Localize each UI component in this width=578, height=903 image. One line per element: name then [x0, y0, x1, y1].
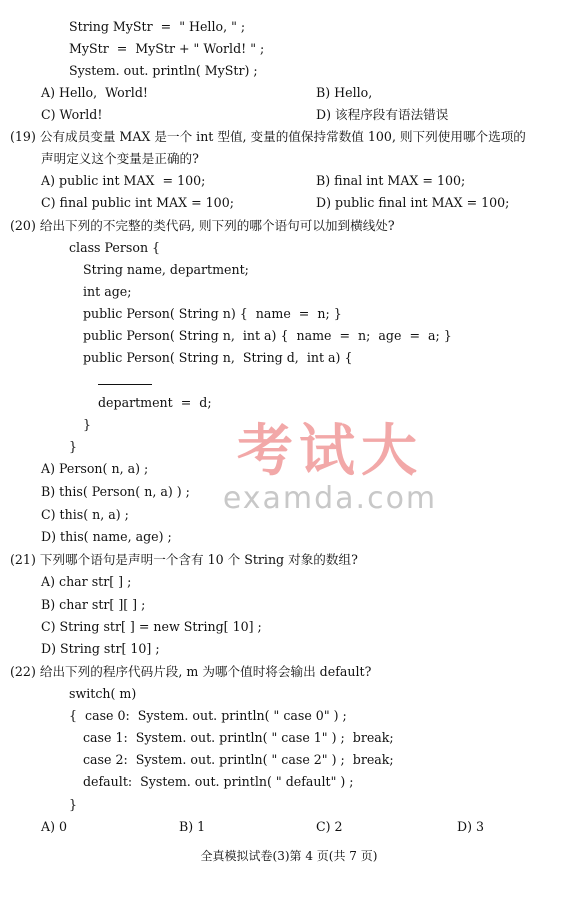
page-footer: 全真模拟试卷(3)第 4 页(共 7 页) [200, 849, 378, 863]
code-line: public Person( String n) { name = n; } [83, 306, 342, 321]
code-line: System. out. println( MyStr) ; [69, 63, 258, 78]
code-line: public Person( String n, String d, int a) { [83, 350, 353, 365]
option-b: B) char str[ ][ ] ; [41, 597, 146, 612]
question-22: (22) 给出下列的程序代码片段, m 为哪个值时将会输出 default? [10, 664, 372, 679]
code-line: case 2: System. out. println( " case 2" ) ; break; [83, 752, 394, 767]
option-c: C) 2 [316, 819, 343, 834]
option-b: B) 1 [179, 819, 206, 834]
code-line: case 1: System. out. println( " case 1" ) ; break; [83, 730, 394, 745]
code-line: { case 0: System. out. println( " case 0" ) ; [69, 708, 347, 723]
watermark-brand: 考试大 [237, 419, 423, 484]
code-line: MyStr = MyStr + " World! " ; [69, 41, 265, 56]
watermark-url: examda.com [222, 481, 438, 516]
option-c: C) this( n, a) ; [41, 507, 129, 522]
option-d: D) String str[ 10] ; [41, 641, 160, 656]
code-line: public Person( String n, int a) { name = n; age = a; } [83, 328, 452, 343]
question-19-cont: 声明定义这个变量是正确的? [41, 151, 199, 166]
code-line: } [69, 439, 78, 454]
code-line: } [69, 797, 78, 812]
option-b: B) Hello, [316, 85, 373, 100]
option-c: C) String str[ ] = new String[ 10] ; [41, 619, 262, 634]
code-line: switch( m) [69, 686, 137, 701]
option-d: D) 3 [457, 819, 485, 834]
code-line: int age; [83, 284, 132, 299]
watermark [215, 419, 445, 516]
option-a: A) 0 [41, 819, 68, 834]
option-a: A) char str[ ] ; [41, 574, 132, 589]
question-20: (20) 给出下列的不完整的类代码, 则下列的哪个语句可以加到横线处? [10, 218, 395, 233]
option-a: A) public int MAX = 100; [41, 173, 206, 188]
option-b: B) final int MAX = 100; [316, 173, 466, 188]
code-line: String MyStr = " Hello, " ; [69, 19, 246, 34]
code-line: } [83, 417, 92, 432]
code-line: department = d; [98, 395, 212, 410]
option-d: D) public final int MAX = 100; [316, 195, 510, 210]
option-d: D) 该程序段有语法错误 [316, 107, 449, 122]
option-c: C) World! [41, 107, 103, 122]
code-line: class Person { [69, 240, 161, 255]
option-c: C) final public int MAX = 100; [41, 195, 234, 210]
code-line: default: System. out. println( " default" ) ; [83, 774, 354, 789]
option-d: D) this( name, age) ; [41, 529, 172, 544]
option-b: B) this( Person( n, a) ) ; [41, 484, 190, 499]
code-line: String name, department; [83, 262, 249, 277]
fill-in-blank-line [98, 384, 152, 385]
option-a: A) Person( n, a) ; [41, 461, 149, 476]
question-19: (19) 公有成员变量 MAX 是一个 int 型值, 变量的值保持常数值 100, 则下列使用哪个选项的 [10, 129, 526, 144]
option-a: A) Hello, World! [41, 85, 148, 100]
question-21: (21) 下列哪个语句是声明一个含有 10 个 String 对象的数组? [10, 552, 358, 567]
